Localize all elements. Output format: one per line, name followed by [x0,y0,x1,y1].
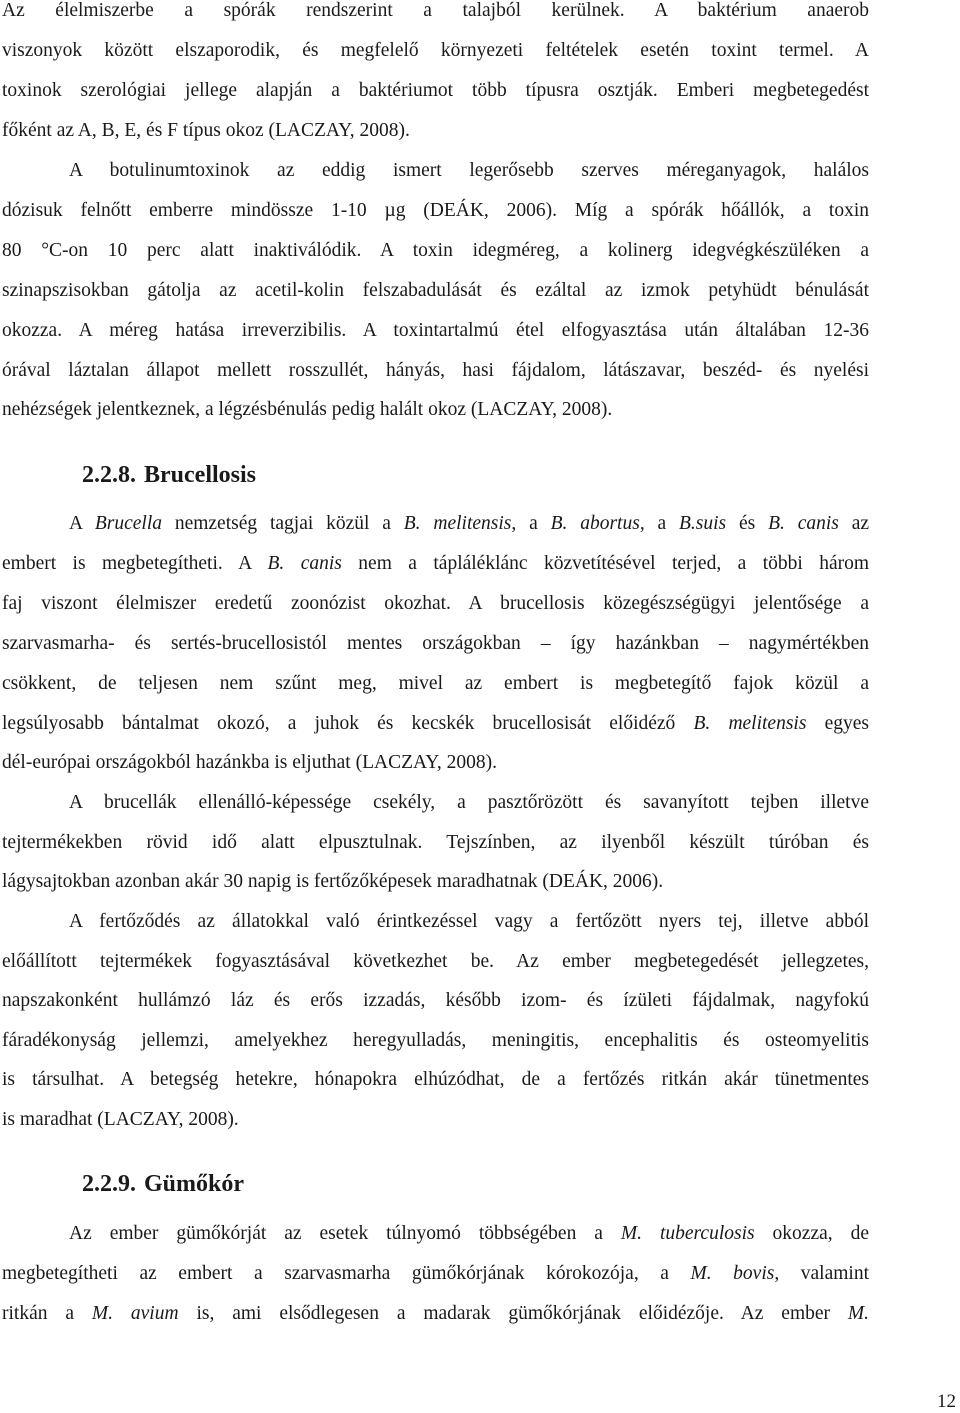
text-run: , valamint [774,1263,869,1284]
text-run: fáradékonyság jellemzi, amelyekhez heregyulladás, meningitis, encephalitis és osteomyelitis [2,1030,869,1051]
text-line [2,279,869,303]
text-run: egyes [806,713,870,734]
text-run: A fertőződés az állatokkal való érintkezéssel vagy a fertőzött nyers tej, illetve abból [69,911,869,932]
text-line [2,751,869,775]
text-line [2,712,869,736]
text-line [2,1029,869,1053]
text-run: nemzetség tagjai közül a [162,513,404,534]
text-run: A [69,513,95,534]
text-run: dózisuk felnőtt emberre mindössze 1-10 µg (DEÁK, 2006). Míg a spórák hőállók, a toxin [2,200,869,221]
italic-text-run: B. abortus [550,513,640,534]
text-line [2,831,869,855]
section-number: 2.2.8. [82,462,136,488]
text-line [69,791,869,815]
text-line [69,1222,869,1246]
italic-text-run: B. canis [768,513,839,534]
section-heading-gumokor [82,1169,244,1199]
text-run: is, ami elsődlegesen a madarak gümőkórjának előidézője. Az ember [178,1303,848,1324]
text-line [69,512,869,536]
text-run: A botulinumtoxinok az eddig ismert legerősebb szerves méreganyagok, halálos [69,160,869,181]
italic-text-run: B. canis [267,553,342,574]
text-run: Az ember gümőkórját az esetek túlnyomó többségében a [69,1223,621,1244]
text-run: legsúlyosabb bántalmat okozó, a juhok és kecskék brucellosisát előidéző [2,713,694,734]
page-number: 12 [937,1391,956,1412]
text-line [2,870,869,894]
text-line [2,239,869,263]
section-heading-brucellosis [82,460,256,490]
text-run: előállított tejtermékek fogyasztásával következhet be. Az ember megbetegedését jellegzetes, [2,951,869,972]
italic-text-run: M. tuberculosis [620,1223,755,1244]
text-line [2,1108,869,1132]
text-line [2,319,869,343]
text-run: szarvasmarha- és sertés-brucellosistól mentes országokban – így hazánkban – nagymértékben [2,633,869,654]
text-line [2,592,869,616]
text-line [2,199,869,223]
text-run: viszonyok között elszaporodik, és megfelelő környezeti feltételek esetén toxint termel. A [2,40,869,61]
text-line [2,39,869,63]
text-run: főként az A, B, E, és F típus okoz (LACZAY, 2008). [2,120,410,141]
italic-text-run: B. melitensis [403,513,512,534]
text-run: 80 °C-on 10 perc alatt inaktiválódik. A toxin idegméreg, a kolinerg idegvégkészüléken a [2,240,869,261]
text-run: okozza, de [754,1223,869,1244]
text-run: Az élelmiszerbe a spórák rendszerint a talajból kerülnek. A baktérium anaerob [2,0,869,21]
section-number: 2.2.9. [82,1171,136,1197]
text-run: lágysajtokban azonban akár 30 napig is fertőzőképesek maradhatnak (DEÁK, 2006). [2,871,664,892]
text-run: dél-európai országokból hazánkba is eljuthat (LACZAY, 2008). [2,752,497,773]
italic-text-run: Brucella [94,513,162,534]
italic-text-run: B. melitensis [693,713,807,734]
text-run: tejtermékekben rövid idő alatt elpusztulnak. Tejszínben, az ilyenből készült túróban és [2,832,869,853]
text-run: ritkán a [2,1303,92,1324]
text-run: napszakonként hullámzó láz és erős izzadás, később izom- és ízületi fájdalmak, nagyfokú [2,990,869,1011]
italic-text-run: M. avium [91,1303,179,1324]
text-line [2,398,869,422]
text-run: faj viszont élelmiszer eredetű zoonózist okozhat. A brucellosis közegészségügyi jelentősége a [2,593,869,614]
text-run: , a [639,513,680,534]
text-run: és [726,513,769,534]
text-run: nem a tápláléklánc közvetítésével terjed, a többi három [341,553,870,574]
text-run: okozza. A méreg hatása irreverzibilis. A toxintartalmú étel elfogyasztása után általában 12-36 [2,320,869,341]
text-line [69,910,869,934]
text-line [2,1302,869,1326]
text-run: órával láztalan állapot mellett rosszullét, hányás, hasi fájdalom, látászavar, beszéd- és nyelési [2,360,869,381]
text-line [2,552,869,576]
text-run: , a [511,513,551,534]
text-run: A brucellák ellenálló-képessége csekély, a pasztőrözött és savanyított tejben illetve [69,792,869,813]
italic-text-run: M. [847,1303,870,1324]
section-title: Gümőkór [144,1171,245,1197]
text-line [2,1068,869,1092]
text-line [69,159,869,183]
text-line [2,1262,869,1286]
text-run: az [838,513,870,534]
text-run: is maradhat (LACZAY, 2008). [2,1109,239,1130]
text-line [2,989,869,1013]
italic-text-run: B.suis [679,513,727,534]
text-run: megbetegítheti az embert a szarvasmarha gümőkórjának kórokozója, a [2,1263,691,1284]
text-line [2,950,869,974]
text-run: toxinok szerológiai jellege alapján a baktériumot több típusra osztják. Emberi megbetegedést [2,80,869,101]
text-line [2,672,869,696]
text-run: is társulhat. A betegség hetekre, hónapokra elhúzódhat, de a fertőzés ritkán akár tünetmentes [2,1069,869,1090]
text-run: szinapszisokban gátolja az acetil-kolin felszabadulását és ezáltal az izmok petyhüdt bénulását [2,280,869,301]
text-run: csökkent, de teljesen nem szűnt meg, mivel az embert is megbetegítő fajok közül a [2,673,869,694]
italic-text-run: M. bovis [690,1263,775,1284]
text-line [2,632,869,656]
section-title: Brucellosis [144,462,256,488]
text-run: embert is megbetegítheti. A [2,553,268,574]
text-run: nehézségek jelentkeznek, a légzésbénulás pedig halált okoz (LACZAY, 2008). [2,399,613,420]
text-line [2,79,869,103]
text-line [2,119,869,143]
text-line [2,0,869,23]
text-line [2,359,869,383]
